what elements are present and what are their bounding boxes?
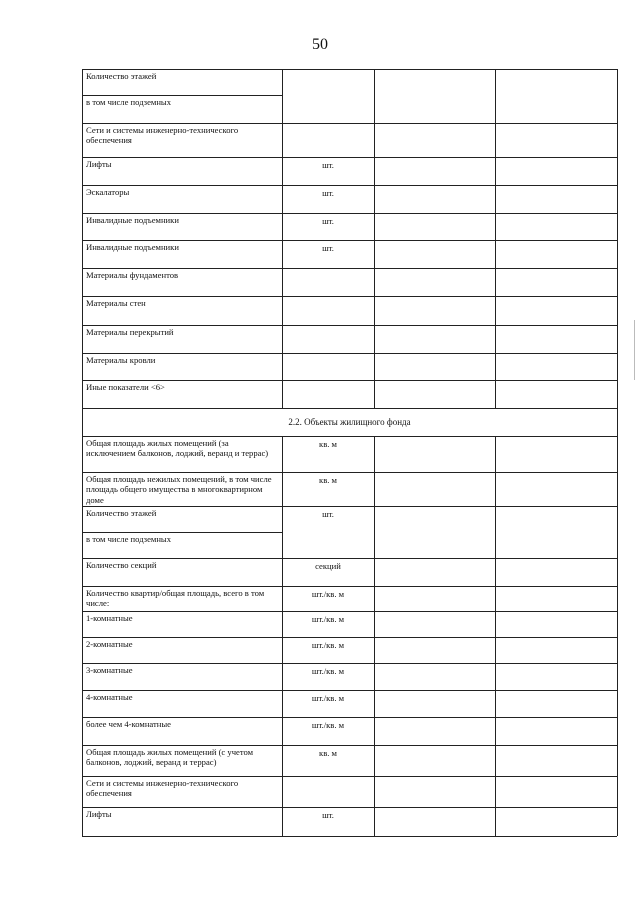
table-rule [82,776,617,777]
table-rule [82,807,617,808]
row-unit: шт. [322,216,334,226]
row-label: Количество секций [86,560,157,570]
row-unit: кв. м [319,748,337,758]
column-rule [495,69,496,408]
row-unit: шт. [322,509,334,519]
row-unit: шт./кв. м [311,666,345,676]
row-label: в том числе подземных [86,97,171,107]
row-unit: шт./кв. м [311,589,345,599]
row-unit: шт. [322,810,334,820]
row-unit: секций [315,561,341,571]
row-label: Инвалидные подъемники [86,242,179,252]
table-rule [82,296,617,297]
row-label: Материалы стен [86,298,146,308]
column-rule [282,69,283,408]
table-rule [82,240,617,241]
row-unit: шт./кв. м [311,693,345,703]
section-title: 2.2. Объекты жилищного фонда [288,417,411,427]
row-unit: шт./кв. м [311,614,345,624]
row-label: 3-комнатные [86,665,133,675]
table-rule [82,436,617,437]
table-rule [82,836,617,837]
table-rule [82,157,617,158]
row-label: в том числе подземных [86,534,171,544]
table-rule [82,690,617,691]
scan-edge-mark [634,320,635,380]
table-rule [82,637,617,638]
table-rule [82,506,617,507]
row-label: Материалы перекрытий [86,327,174,337]
table-rule [82,380,617,381]
table-rule [82,325,617,326]
table-rule [82,268,617,269]
row-label: Материалы кровли [86,355,156,365]
row-label: Эскалаторы [86,187,130,197]
row-label: Материалы фундаментов [86,270,179,280]
table-rule [82,717,617,718]
page-number: 50 [312,36,328,53]
table-rule [82,353,617,354]
row-label: Сети и системы инженерно-технического обеспечения [86,125,239,146]
row-label: Лифты [86,159,112,169]
row-label: Общая площадь жилых помещений (с учетом балконов, лоджий, веранд и террас) [86,747,254,768]
table-left-border [82,69,83,836]
table-rule [82,472,617,473]
row-label: Лифты [86,809,112,819]
row-label: Сети и системы инженерно-технического обеспечения [86,778,239,799]
column-rule [374,69,375,408]
table-rule [82,213,617,214]
row-unit: шт./кв. м [311,640,345,650]
row-unit: шт. [322,160,334,170]
row-label: 4-комнатные [86,692,133,702]
row-unit: шт. [322,243,334,253]
table-rule [82,532,282,533]
row-label: 1-комнатные [86,613,133,623]
row-label: Количество этажей [86,508,157,518]
column-rule [495,436,496,836]
row-label: более чем 4-комнатные [86,719,171,729]
row-label: Инвалидные подъемники [86,215,179,225]
table-rule [82,95,282,96]
row-unit: кв. м [319,475,337,485]
table-rule [82,69,617,70]
table-right-border [617,69,618,836]
table-rule [82,586,617,587]
table-rule [82,611,617,612]
row-label: Общая площадь жилых помещений (за исключением балконов, лоджий, веранд и террас) [86,438,269,459]
row-label: Количество квартир/общая площадь, всего в том числе: [86,588,265,609]
table-rule [82,185,617,186]
row-unit: кв. м [319,439,337,449]
row-unit: шт./кв. м [311,720,345,730]
row-label: Общая площадь нежилых помещений, в том числе площадь общего имущества в многоквартирном доме [86,474,272,505]
table-rule [82,123,617,124]
row-label: Количество этажей [86,71,157,81]
column-rule [282,436,283,836]
row-label: Иные показатели <6> [86,382,165,392]
table-rule [82,663,617,664]
table-rule [82,558,617,559]
column-rule [374,436,375,836]
row-unit: шт. [322,188,334,198]
table-rule [82,745,617,746]
row-label: 2-комнатные [86,639,133,649]
table-rule [82,408,617,409]
